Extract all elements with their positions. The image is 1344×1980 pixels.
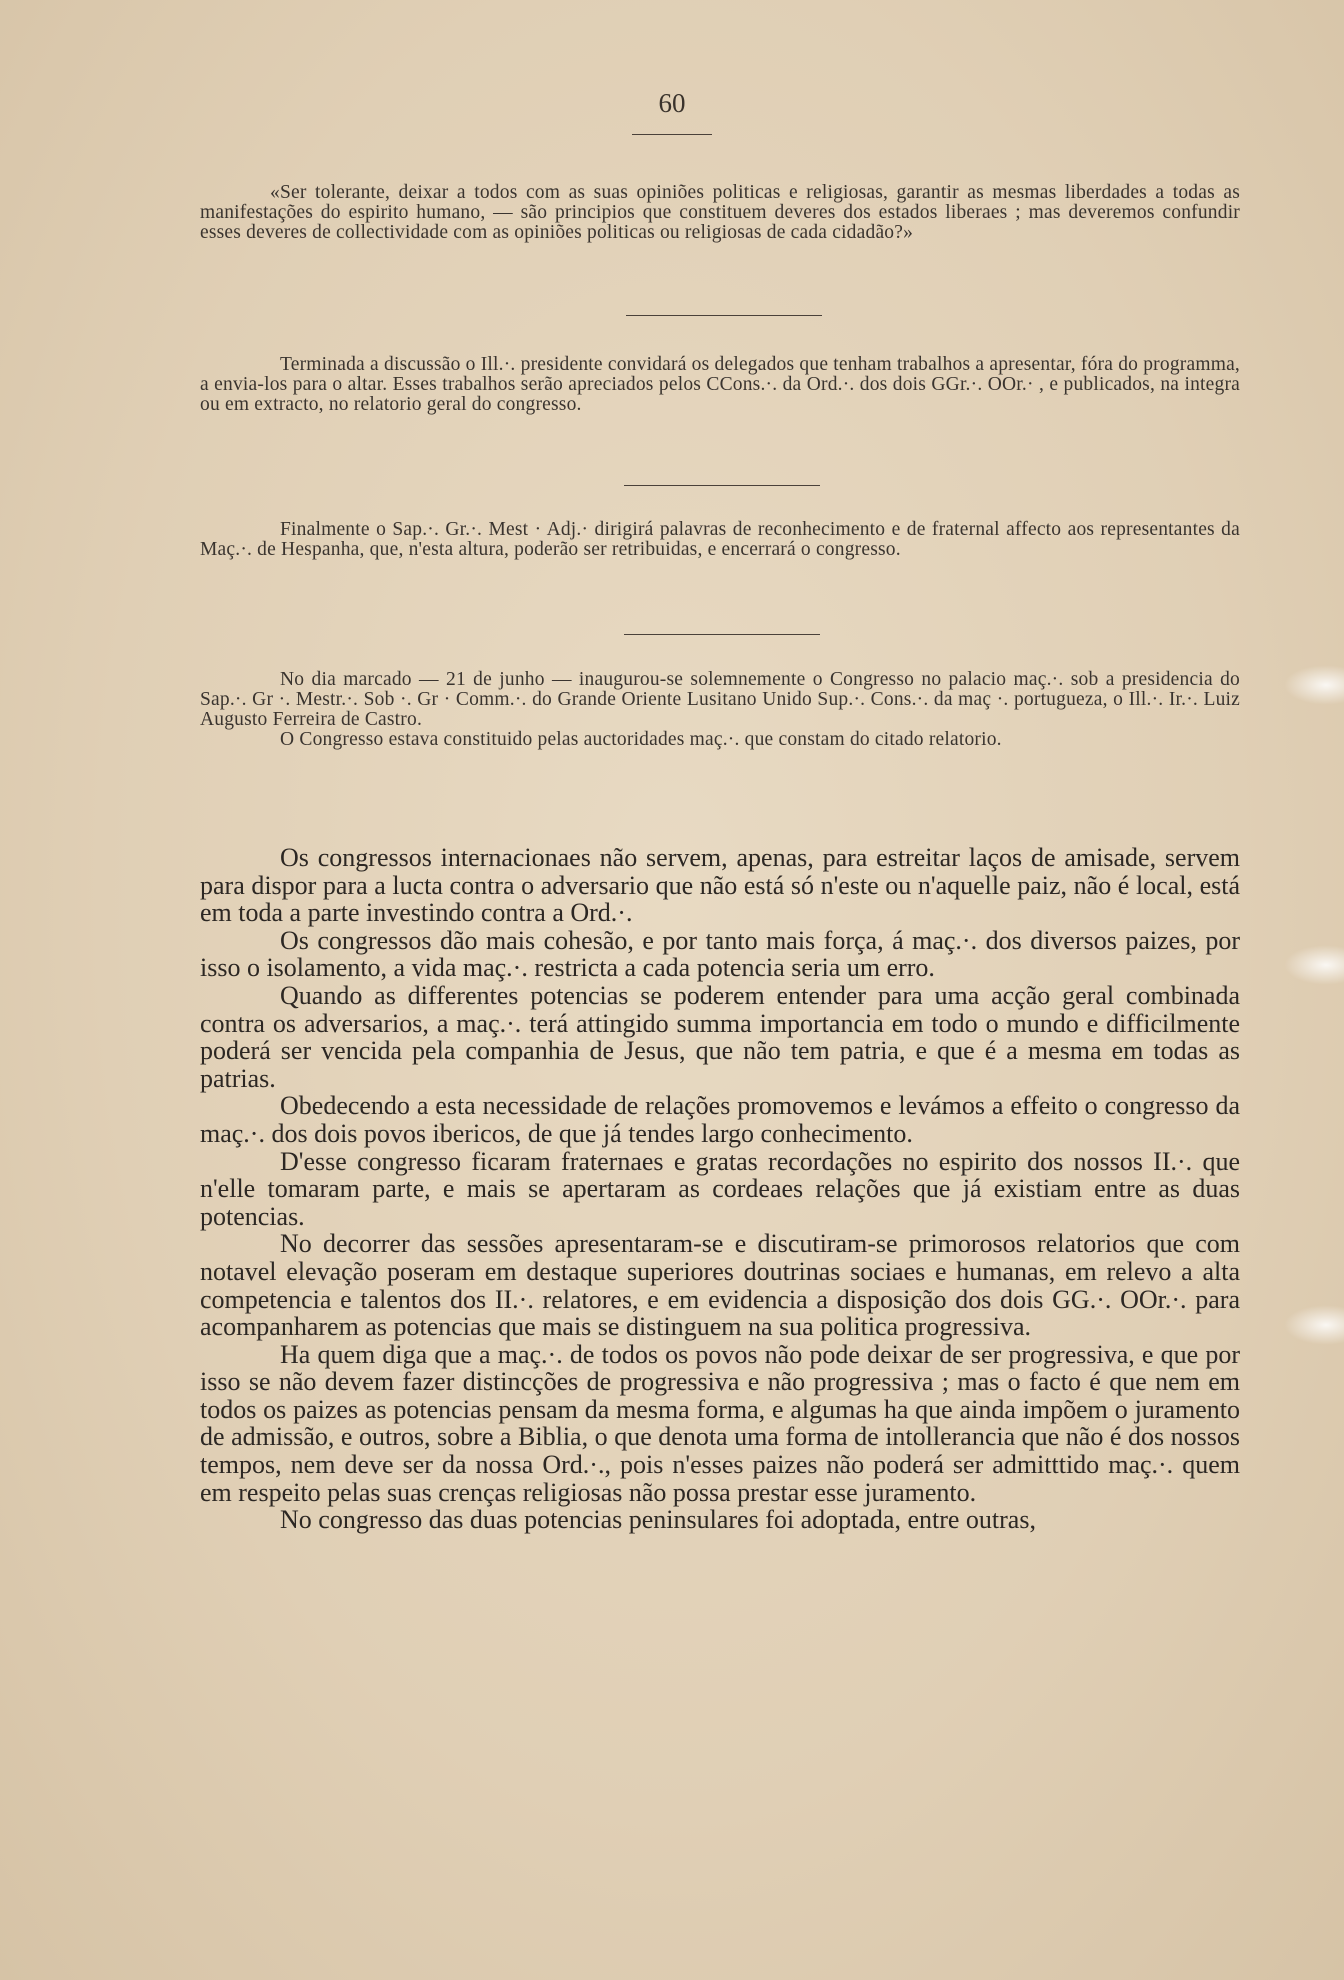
section-divider (624, 485, 820, 486)
paragraph-closing-discussion (200, 355, 1240, 415)
quote-block (200, 183, 1240, 243)
main-body-text (200, 844, 1240, 1534)
text-paragraph: O Congresso estava constituido pelas auctoridades maç.·. que constam do citado relatorio. (280, 729, 1002, 750)
body-paragraph: Ha quem diga que a maç.·. de todos os povos não pode deixar de ser progressiva, e que por isso se não devem fazer distincções de progressiva e não progressiva ; mas o facto é que nem em todos os paizes as potencias pensam da mesma forma, e algumas ha que ainda impõem o juramento de admissão, e outros, sobre a Biblia, o que denota uma forma de intollerancia que não é dos nossos tempos, nem deve ser da nossa Ord.·., pois n'esses paizes não poderá ser admitttido maç.·. quem em respeito pelas suas crenças religiosas não possa prestar esse juramento. (200, 1339, 1240, 1507)
section-divider (624, 634, 820, 635)
body-paragraph: Quando as differentes potencias se poderem entender para uma acção geral combinada contra os adversarios, a maç.·. terá attingido summa importancia em todo o mundo e difficilmente poderá ser vencida pela companhia de Jesus, que não tem patria, e que é a mesma em todas as patrias. (200, 980, 1240, 1093)
body-paragraph: D'esse congresso ficaram fraternaes e gratas recordações no espirito dos nossos II.·. que n'elle tomaram parte, e mais se apertaram as cordeaes relações que já existiam entre as duas potencias. (200, 1146, 1240, 1231)
body-paragraph: No congresso das duas potencias peninsulares foi adoptada, entre outras, (280, 1505, 1036, 1535)
page-number: 60 (658, 88, 686, 118)
paper-damage-mark (1284, 665, 1344, 705)
body-paragraph: Os congressos dão mais cohesão, e por tanto mais força, á maç.·. dos diversos paizes, por isso o isolamento, a vida maç.·. restricta a cada potencia seria um erro. (200, 925, 1240, 983)
paragraph-finally (200, 520, 1240, 560)
paragraph-inauguration (200, 670, 1240, 750)
body-paragraph: No decorrer das sessões apresentaram-se e discutiram-se primorosos relatorios que com notavel elevação poseram em destaque superiores doutrinas sociaes e humanas, em relevo a alta competencia e talentos dos II.·. relatores, e em evidencia a disposição dos dois GG.·. OOr.·. para acompanharem as potencias que mais se distinguem na sua politica progressiva. (200, 1229, 1240, 1342)
text-paragraph: Finalmente o Sap.·. Gr.·. Mest · Adj.· dirigirá palavras de reconhecimento e de fraternal affecto aos representantes da Maç.·. de Hespanha, que, n'esta altura, poderão ser retribuidas, e encerrará o congresso. (200, 519, 1240, 560)
text-paragraph: Terminada a discussão o Ill.·. presidente convidará os delegados que tenham trabalhos a apresentar, fóra do programma, a envia-los para o altar. Esses trabalhos serão apreciados pelos CCons.·. da Ord.·. dos dois GGr.·. OOr.· , e publicados, na integra ou em extracto, no relatorio geral do congresso. (200, 354, 1240, 415)
body-paragraph: Obedecendo a esta necessidade de relações promovemos e levámos a effeito o congresso da maç.·. dos dois povos ibericos, de que já tendes largo conhecimento. (200, 1091, 1240, 1148)
text-paragraph: No dia marcado — 21 de junho — inaugurou-se solemnemente o Congresso no palacio maç.·. sob a presidencia do Sap.·. Gr ·. Mestr.·. Sob ·. Gr · Comm.·. do Grande Oriente Lusitano Unido Sup.·. Cons.·. da maç ·. portugueza, o Ill.·. Ir.·. Luiz Augusto Ferreira de Castro. (200, 669, 1240, 730)
section-divider (626, 315, 822, 316)
paper-damage-mark (1284, 1305, 1344, 1345)
paper-damage-mark (1284, 945, 1344, 985)
body-paragraph: Os congressos internacionaes não servem, apenas, para estreitar laços de amisade, servem para dispor para a lucta contra o adversario que não está só n'este ou n'aquelle paiz, não é local, está em toda a parte investindo contra a Ord.·. (200, 843, 1240, 928)
quote-paragraph: «Ser tolerante, deixar a todos com as suas opiniões politicas e religiosas, garantir as mesmas liberdades a todas as manifestações do espirito humano, — são principios que constituem deveres dos estados liberaes ; mas deveremos confundir esses deveres de collectividade com as opiniões politicas ou religiosas de cada cidadão?» (200, 182, 1240, 243)
page-number-rule (632, 134, 712, 135)
